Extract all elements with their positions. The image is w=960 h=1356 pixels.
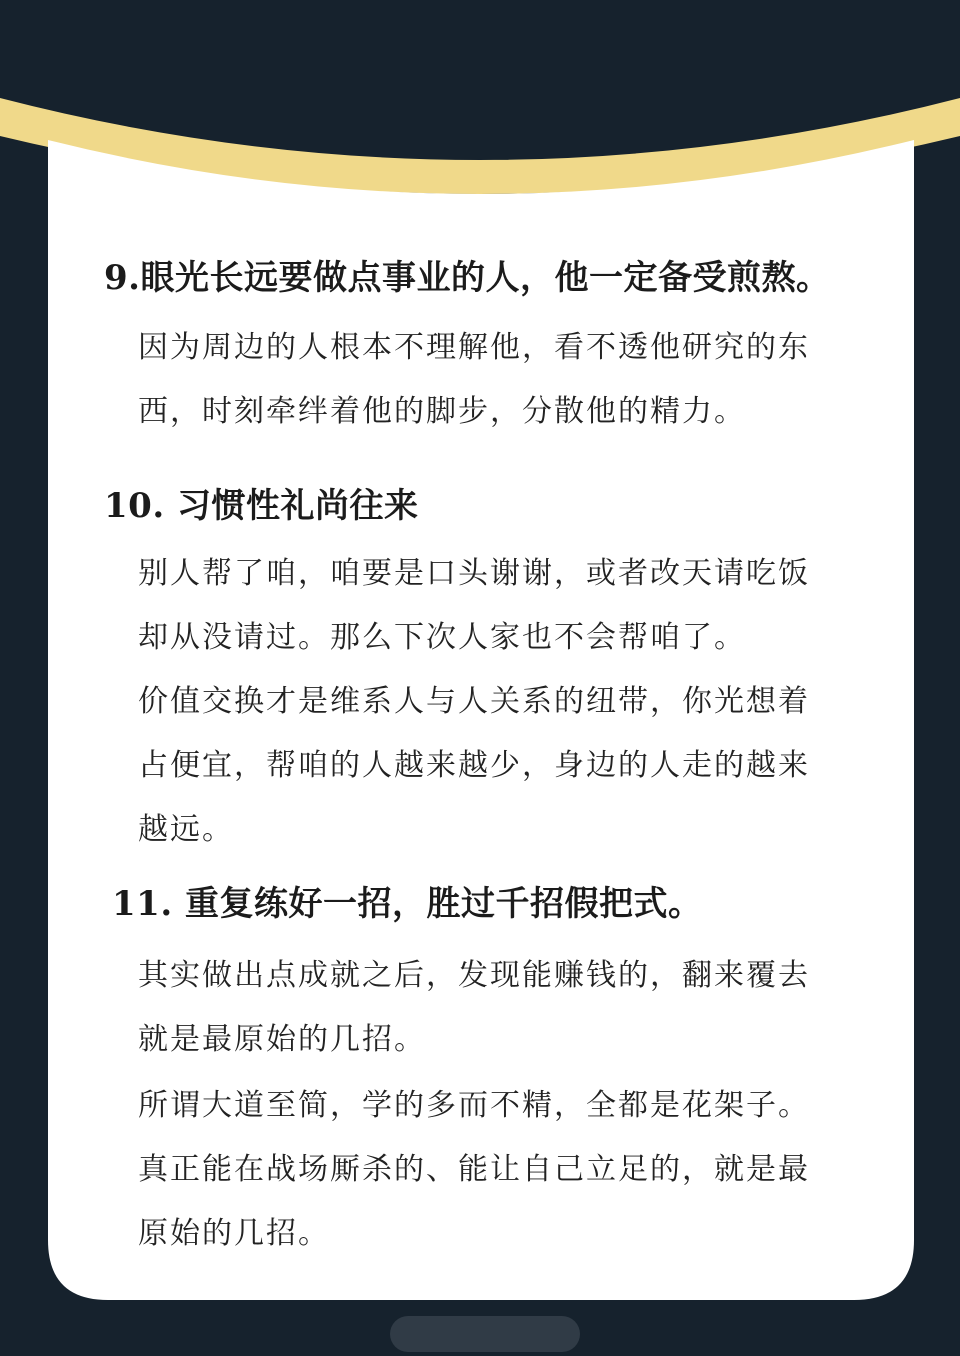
watermark-overlay	[390, 1316, 580, 1352]
section-11-paragraph-1: 其实做出点成就之后，发现能赚钱的，翻来覆去 就是最原始的几招。	[138, 958, 810, 1057]
section-heading-10: 10. 习惯性礼尚往来	[104, 486, 419, 526]
section-heading-9: 9.眼光长远要做点事业的人，他一定备受煎熬。	[104, 258, 831, 298]
section-10-paragraph-2: 价值交换才是维系人与人关系的纽带，你光想着 占便宜，帮咱的人越来越少，身边的人走的越来 越远。	[138, 684, 810, 847]
section-9-paragraph-1: 因为周边的人根本不理解他，看不透他研究的东 西，时刻牵绊着他的脚步，分散他的精力。	[138, 330, 810, 429]
section-10-paragraph-1: 别人帮了咱，咱要是口头谢谢，或者改天请吃饭 却从没请过。那么下次人家也不会帮咱了。	[138, 556, 810, 655]
section-11-paragraph-3: 真正能在战场厮杀的、能让自己立足的，就是最 原始的几招。	[138, 1152, 810, 1251]
section-heading-11: 11. 重复练好一招，胜过千招假把式。	[112, 884, 703, 924]
section-11-paragraph-2: 所谓大道至简，学的多而不精，全都是花架子。	[138, 1088, 810, 1123]
